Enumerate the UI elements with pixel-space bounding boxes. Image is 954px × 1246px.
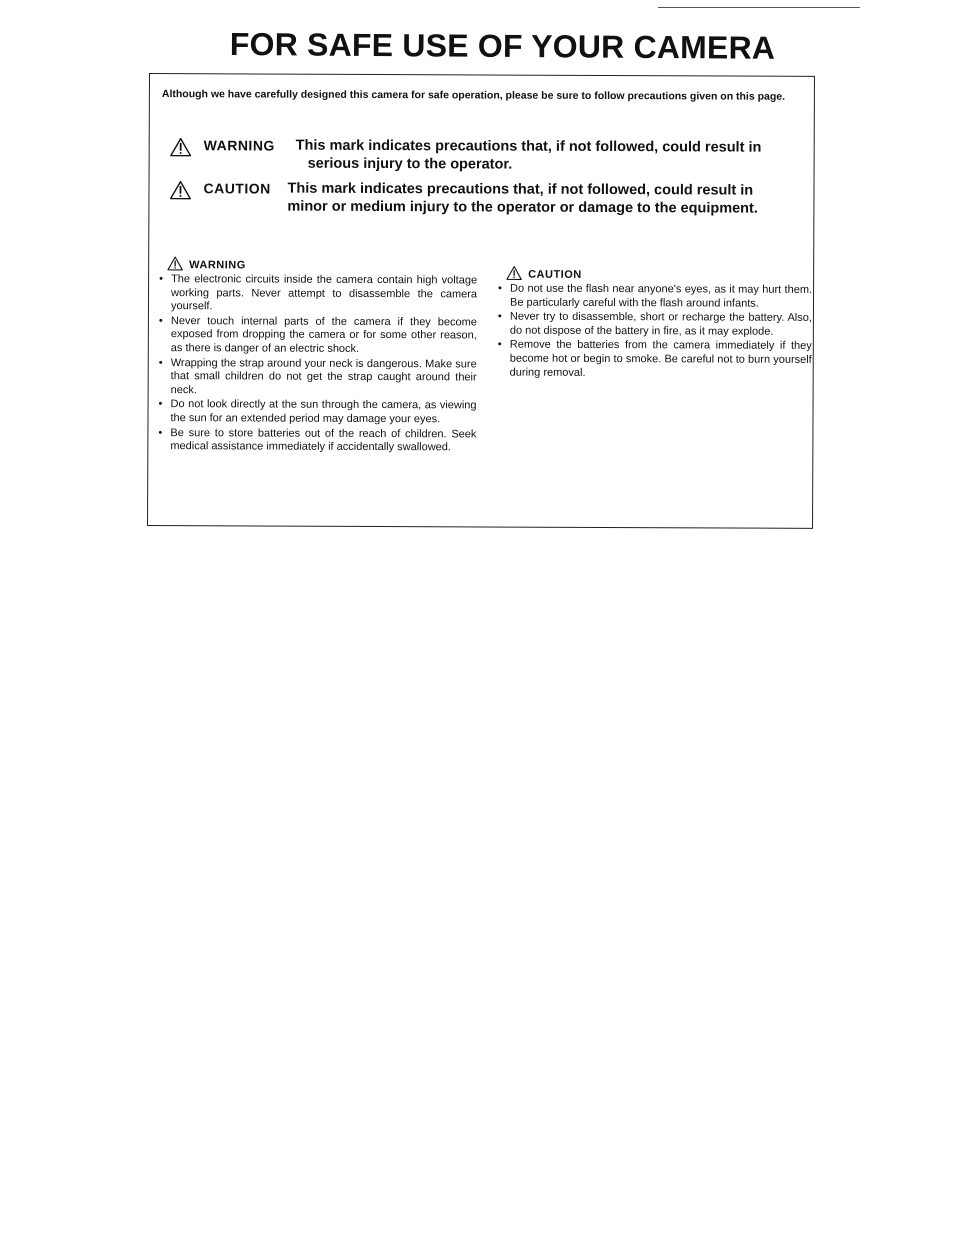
warning-mark-line2: serious injury to the operator. [307, 155, 513, 173]
warning-triangle-icon [169, 180, 191, 200]
list-item-text: The electronic circuits inside the camera contain high voltage working parts. Never attempt to disassemble the camera yourself. [170, 273, 478, 313]
caution-mark-description [287, 180, 813, 218]
warning-column-title: WARNING [189, 259, 246, 272]
list-item-text: Wrapping the strap around your neck is dangerous. Make sure that small children do not get the strap caught around their neck. [170, 356, 477, 396]
list-item [157, 315, 477, 357]
list-item [157, 357, 477, 399]
list-item-text: Do not use the flash near anyone's eyes, as it may hurt them. Be particularly careful with the flash around infants. [509, 282, 813, 310]
bullet-dot: • [498, 282, 502, 295]
caution-mark-label: CAUTION [203, 180, 271, 197]
list-item [496, 339, 812, 381]
warning-triangle-icon [167, 256, 183, 271]
warning-triangle-icon [170, 137, 192, 157]
list-item-text: Remove the batteries from the camera immediately if they become hot or begin to smoke. Be careful not to burn yourself during removal. [509, 338, 812, 379]
warning-column [156, 256, 477, 456]
warning-list [156, 273, 477, 455]
intro-text: Although we have carefully designed this camera for safe operation, please be sure to follow precautions given on this page. [161, 88, 786, 103]
caution-mark-line2: minor or medium injury to the operator or damage to the equipment. [287, 198, 758, 217]
bullet-dot: • [497, 338, 502, 351]
top-rule [658, 7, 860, 8]
safety-notice-box [147, 73, 815, 529]
list-item-text: Never touch internal parts of the camera if they become exposed from dropping the camera or for some other reason, as there is danger of an electric shock. [170, 314, 477, 355]
list-item [496, 311, 812, 340]
bullet-dot: • [159, 273, 163, 286]
list-item [156, 427, 476, 456]
bullet-dot: • [158, 314, 163, 327]
warning-column-heading [157, 256, 477, 273]
bullet-dot: • [497, 310, 502, 323]
list-item [156, 398, 476, 427]
bullet-dot: • [158, 398, 163, 411]
warning-mark-line1: This mark indicates precautions that, if not followed, could result in [295, 137, 762, 156]
warning-mark-description [296, 137, 814, 175]
caution-column [496, 266, 812, 383]
warning-triangle-icon [506, 266, 522, 281]
warning-mark-label: WARNING [203, 137, 275, 154]
bullet-dot: • [158, 426, 163, 439]
list-item [157, 273, 477, 315]
caution-column-title: CAUTION [528, 268, 582, 281]
list-item-text: Never try to disassemble, short or recharge the battery. Also, do not dispose of the battery in fire, as it may explode. [509, 310, 812, 338]
caution-column-heading [496, 266, 812, 283]
list-item-text: Do not look directly at the sun through the camera, as viewing the sun for an extended period may damage your eyes. [170, 398, 477, 426]
caution-list [496, 283, 812, 382]
page-title: FOR SAFE USE OF YOUR CAMERA [229, 26, 776, 66]
list-item-text: Be sure to store batteries out of the reach of children. Seek medical assistance immediately if accidentally swallowed. [170, 426, 477, 454]
warning-mark-row [170, 136, 810, 173]
bullet-dot: • [158, 356, 163, 369]
caution-mark-line1: This mark indicates precautions that, if not followed, could result in [287, 180, 754, 199]
list-item [496, 283, 812, 312]
caution-mark-row [170, 179, 810, 217]
